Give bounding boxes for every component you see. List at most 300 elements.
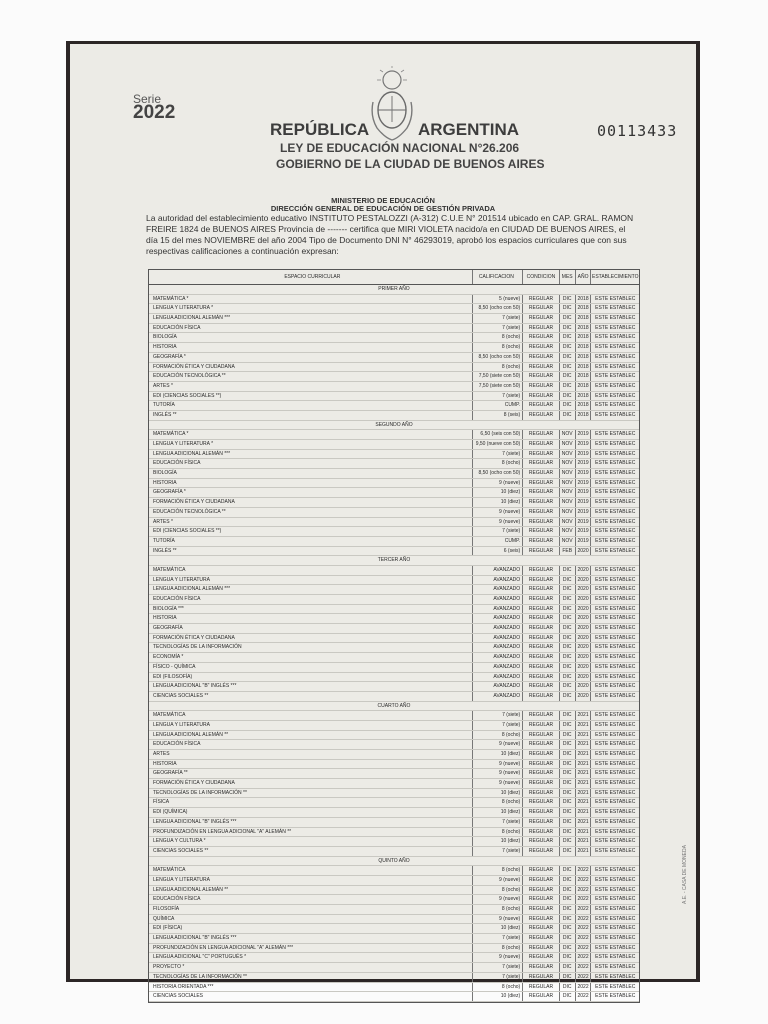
cell-calificacion: 8,50 (ocho con 50) [472,353,523,362]
cell-establecimiento: ESTE ESTABLEC [590,779,639,788]
cell-espacio: HISTORIA [153,344,177,351]
cell-espacio: LENGUA ADICIONAL ALEMÁN *** [153,315,231,322]
cell-establecimiento: ESTE ESTABLEC [590,488,639,497]
cell-calificacion: 9,50 (nueve con 50) [472,440,523,449]
cell-mes: NOV [559,459,575,468]
table-row [149,314,639,324]
ministerio-title: MINISTERIO DE EDUCACIÓN [331,196,435,205]
cell-espacio: GEOGRAFÍA * [153,353,186,360]
cell-espacio: LENGUA Y LITERATURA * [153,441,214,447]
cell-calificacion: AVANZADO [472,566,523,575]
cell-calificacion: 10 (diez) [472,808,523,817]
cell-espacio: QUÍMICA [153,915,175,922]
cell-condicion: REGULAR [522,518,559,527]
table-row [149,798,639,808]
table-row [149,459,639,469]
cell-condicion: REGULAR [522,333,559,342]
cell-condicion: REGULAR [522,508,559,517]
cell-ano: 2020 [575,643,591,652]
cell-ano: 2022 [575,983,591,992]
cell-mes: DIC [559,789,575,798]
cell-calificacion: AVANZADO [472,643,523,652]
cell-establecimiento: ESTE ESTABLEC [590,915,639,924]
cell-establecimiento: ESTE ESTABLEC [590,905,639,914]
cell-condicion: REGULAR [522,905,559,914]
cell-espacio: FORMACIÓN ÉTICA Y CIUDADANA [153,499,235,506]
cell-espacio: PROFUNDIZACIÓN EN LENGUA ADICIONAL "A" ALEMÁN ** [153,828,292,835]
cell-espacio: FÍSICA [153,799,170,806]
cell-ano: 2020 [575,547,591,556]
cell-espacio: CIENCIAS SOCIALES [153,993,204,1000]
table-row [149,527,639,537]
cell-establecimiento: ESTE ESTABLEC [590,634,639,643]
table-row [149,411,639,421]
cell-mes: NOV [559,498,575,507]
cell-ano: 2019 [575,469,591,478]
cell-condicion: REGULAR [522,614,559,623]
cell-condicion: REGULAR [522,653,559,662]
cell-establecimiento: ESTE ESTABLEC [590,760,639,769]
cell-ano: 2018 [575,314,591,323]
cell-mes: DIC [559,566,575,575]
cell-espacio: MATEMÁTICA [153,566,186,573]
cell-calificacion: 8,50 (ocho con 50) [472,304,523,313]
cell-ano: 2021 [575,711,591,720]
table-row [149,537,639,547]
cell-ano: 2020 [575,605,591,614]
cell-espacio: HISTORIA [153,479,177,486]
cell-ano: 2022 [575,944,591,953]
cell-ano: 2022 [575,963,591,972]
table-body [149,285,639,1002]
cell-espacio: FILOSOFÍA [153,906,180,912]
cell-condicion: REGULAR [522,992,559,1001]
cell-establecimiento: ESTE ESTABLEC [590,992,639,1001]
cell-establecimiento: ESTE ESTABLEC [590,537,639,546]
cell-establecimiento: ESTE ESTABLEC [590,479,639,488]
table-row [149,992,639,1002]
cell-condicion: REGULAR [522,401,559,410]
cell-calificacion: AVANZADO [472,692,523,701]
table-row [149,585,639,595]
cell-calificacion: 10 (diez) [472,750,523,759]
cell-establecimiento: ESTE ESTABLEC [590,682,639,691]
cell-establecimiento: ESTE ESTABLEC [590,731,639,740]
cell-espacio: LENGUA ADICIONAL "C" PORTUGUÉS * [153,954,247,961]
cell-condicion: REGULAR [522,459,559,468]
table-row [149,837,639,847]
cell-establecimiento: ESTE ESTABLEC [590,673,639,682]
cell-calificacion: 9 (nueve) [472,518,523,527]
cell-calificacion: AVANZADO [472,576,523,585]
cell-condicion: REGULAR [522,537,559,546]
table-row [149,547,639,557]
cell-establecimiento: ESTE ESTABLEC [590,624,639,633]
cell-condicion: REGULAR [522,547,559,556]
cell-mes: DIC [559,924,575,933]
cell-mes: DIC [559,963,575,972]
republica-title: REPÚBLICA [270,120,370,139]
cell-mes: NOV [559,469,575,478]
cell-condicion: REGULAR [522,818,559,827]
cell-ano: 2020 [575,682,591,691]
cell-mes: NOV [559,518,575,527]
cell-espacio: EDI (QUÍMICA) [153,809,188,816]
cell-calificacion: 7 (siete) [472,450,523,459]
cell-ano: 2019 [575,498,591,507]
table-row [149,953,639,963]
table-row [149,692,639,702]
cell-calificacion: 9 (nueve) [472,915,523,924]
cell-calificacion: 8 (ocho) [472,333,523,342]
cell-calificacion: 9 (nueve) [472,876,523,885]
cell-ano: 2022 [575,924,591,933]
cell-espacio: HISTORIA ORIENTADA *** [153,983,214,990]
cell-ano: 2018 [575,324,591,333]
table-row [149,401,639,411]
cell-calificacion: CUMP. [472,401,523,410]
cell-mes: DIC [559,798,575,807]
cell-calificacion: 9 (nueve) [472,508,523,517]
table-row [149,576,639,586]
cell-ano: 2018 [575,401,591,410]
cell-condicion: REGULAR [522,876,559,885]
cell-espacio: BIOLOGÍA [153,334,177,341]
table-row [149,983,639,993]
cell-calificacion: AVANZADO [472,614,523,623]
cell-establecimiento: ESTE ESTABLEC [590,963,639,972]
cell-calificacion: AVANZADO [472,663,523,672]
cell-establecimiento: ESTE ESTABLEC [590,828,639,837]
cell-calificacion: 9 (nueve) [472,779,523,788]
section-title: QUINTO AÑO [149,857,639,867]
cell-mes: DIC [559,653,575,662]
cell-espacio: EDUCACIÓN TECNOLÓGICA ** [153,373,226,380]
cell-establecimiento: ESTE ESTABLEC [590,740,639,749]
cell-condicion: REGULAR [522,886,559,895]
cell-condicion: REGULAR [522,837,559,846]
printer-note: A.E. - CASA DE MONEDA [682,845,688,904]
cell-establecimiento: ESTE ESTABLEC [590,895,639,904]
cell-condicion: REGULAR [522,944,559,953]
cell-mes: DIC [559,876,575,885]
cell-calificacion: 9 (nueve) [472,760,523,769]
cell-ano: 2018 [575,353,591,362]
cell-ano: 2018 [575,411,591,420]
cell-calificacion: 10 (diez) [472,498,523,507]
cell-mes: DIC [559,915,575,924]
table-row [149,895,639,905]
cell-espacio: INGLÉS ** [153,547,177,554]
cell-establecimiento: ESTE ESTABLEC [590,944,639,953]
cell-establecimiento: ESTE ESTABLEC [590,353,639,362]
table-row [149,886,639,896]
cell-establecimiento: ESTE ESTABLEC [590,450,639,459]
cell-ano: 2020 [575,663,591,672]
table-row [149,353,639,363]
cell-mes: DIC [559,382,575,391]
cell-calificacion: 7 (siete) [472,527,523,536]
cell-calificacion: 7 (siete) [472,711,523,720]
cell-ano: 2021 [575,740,591,749]
cell-espacio: EDUCACIÓN FÍSICA [153,324,201,331]
national-emblem-icon [367,66,417,142]
cell-condicion: REGULAR [522,488,559,497]
cell-mes: NOV [559,430,575,439]
cell-mes: DIC [559,711,575,720]
cell-mes: DIC [559,992,575,1001]
cell-espacio: TUTORÍA [153,537,175,544]
cell-ano: 2021 [575,731,591,740]
cell-calificacion: 5 (nueve) [472,295,523,304]
cell-ano: 2018 [575,372,591,381]
table-row [149,944,639,954]
cell-espacio: LENGUA ADICIONAL "B" INGLÉS *** [153,818,237,825]
serie-year: 2022 [133,102,176,123]
cell-establecimiento: ESTE ESTABLEC [590,595,639,604]
table-row [149,392,639,402]
cell-calificacion: 8 (ocho) [472,343,523,352]
table-row [149,963,639,973]
cell-mes: NOV [559,488,575,497]
cell-condicion: REGULAR [522,731,559,740]
cell-espacio: LENGUA Y LITERATURA * [153,305,214,312]
cell-condicion: REGULAR [522,595,559,604]
serie-label: Serie [133,92,162,106]
table-row [149,343,639,353]
cell-ano: 2018 [575,382,591,391]
cell-mes: NOV [559,440,575,449]
cell-establecimiento: ESTE ESTABLEC [590,401,639,410]
cell-calificacion: 7 (siete) [472,392,523,401]
cell-mes: DIC [559,663,575,672]
cell-mes: DIC [559,731,575,740]
table-row [149,779,639,789]
argentina-title: ARGENTINA [418,120,520,139]
cell-mes: DIC [559,837,575,846]
cell-establecimiento: ESTE ESTABLEC [590,585,639,594]
cell-ano: 2021 [575,760,591,769]
cell-establecimiento: ESTE ESTABLEC [590,576,639,585]
cell-calificacion: 7 (siete) [472,314,523,323]
cell-mes: DIC [559,750,575,759]
cell-condicion: REGULAR [522,566,559,575]
table-row [149,333,639,343]
table-row [149,430,639,440]
cell-calificacion: 8 (ocho) [472,459,523,468]
cell-mes: DIC [559,363,575,372]
cell-mes: DIC [559,634,575,643]
table-row [149,624,639,634]
cell-establecimiento: ESTE ESTABLEC [590,605,639,614]
cell-espacio: HISTORIA [153,615,177,622]
section-title: SEGUNDO AÑO [149,421,639,431]
header-espacio: ESPACIO CURRICULAR [284,274,341,280]
cell-espacio: ARTES * [153,382,173,389]
cell-condicion: REGULAR [522,411,559,420]
cell-establecimiento: ESTE ESTABLEC [590,866,639,875]
cell-condicion: REGULAR [522,363,559,372]
cell-ano: 2021 [575,828,591,837]
cell-calificacion: 6,50 (seis con 50) [472,430,523,439]
cell-calificacion: 7 (siete) [472,934,523,943]
cell-condicion: REGULAR [522,295,559,304]
cell-mes: DIC [559,401,575,410]
cell-establecimiento: ESTE ESTABLEC [590,392,639,401]
table-row [149,498,639,508]
cell-establecimiento: ESTE ESTABLEC [590,547,639,556]
cell-condicion: REGULAR [522,353,559,362]
cell-ano: 2022 [575,876,591,885]
cell-condicion: REGULAR [522,828,559,837]
cell-espacio: GEOGRAFÍA [153,625,183,632]
cell-establecimiento: ESTE ESTABLEC [590,372,639,381]
cell-espacio: LENGUA ADICIONAL "B" INGLÉS *** [153,683,237,690]
table-row [149,673,639,683]
table-row [149,789,639,799]
serial-number: 00113433 [597,122,678,140]
cell-establecimiento: ESTE ESTABLEC [590,363,639,372]
cell-calificacion: AVANZADO [472,585,523,594]
cell-establecimiento: ESTE ESTABLEC [590,566,639,575]
cell-mes: DIC [559,818,575,827]
cell-calificacion: 8 (ocho) [472,828,523,837]
certificate-paper [70,44,696,1000]
cell-calificacion: 7 (siete) [472,818,523,827]
cell-calificacion: 8 (ocho) [472,798,523,807]
cell-calificacion: 9 (nueve) [472,769,523,778]
table-row [149,440,639,450]
cell-condicion: REGULAR [522,789,559,798]
cell-establecimiento: ESTE ESTABLEC [590,498,639,507]
cell-condicion: REGULAR [522,973,559,982]
cell-condicion: REGULAR [522,711,559,720]
cell-mes: DIC [559,411,575,420]
cell-espacio: TECNOLOGÍAS DE LA INFORMACIÓN [153,644,242,651]
cell-ano: 2022 [575,953,591,962]
cell-mes: DIC [559,866,575,875]
cell-establecimiento: ESTE ESTABLEC [590,798,639,807]
cell-condicion: REGULAR [522,769,559,778]
cell-ano: 2020 [575,624,591,633]
cell-establecimiento: ESTE ESTABLEC [590,411,639,420]
cell-ano: 2020 [575,614,591,623]
cell-condicion: REGULAR [522,585,559,594]
cell-mes: NOV [559,508,575,517]
cell-establecimiento: ESTE ESTABLEC [590,983,639,992]
table-row [149,866,639,876]
cell-espacio: EDI (FILOSOFÍA) [153,673,193,680]
cell-espacio: INGLÉS ** [153,411,177,418]
cell-ano: 2022 [575,886,591,895]
cell-mes: DIC [559,808,575,817]
cell-calificacion: 9 (nueve) [472,953,523,962]
cell-espacio: FÍSICO - QUÍMICA [153,663,196,670]
cell-ano: 2018 [575,363,591,372]
cell-calificacion: 8,50 (ocho con 50) [472,469,523,478]
cell-condicion: REGULAR [522,392,559,401]
cell-espacio: LENGUA Y LITERATURA [153,876,210,883]
header-establecimiento: ESTABLECIMIENTO [590,270,639,284]
cell-establecimiento: ESTE ESTABLEC [590,663,639,672]
table-row [149,682,639,692]
cell-establecimiento: ESTE ESTABLEC [590,304,639,313]
cell-establecimiento: ESTE ESTABLEC [590,721,639,730]
cell-espacio: BIOLOGÍA [153,470,177,477]
cell-establecimiento: ESTE ESTABLEC [590,924,639,933]
table-row [149,934,639,944]
cell-mes: NOV [559,450,575,459]
cell-establecimiento: ESTE ESTABLEC [590,343,639,352]
cell-espacio: CIENCIAS SOCIALES ** [153,692,209,699]
cell-condicion: REGULAR [522,576,559,585]
cell-calificacion: AVANZADO [472,682,523,691]
cell-condicion: REGULAR [522,798,559,807]
table-row [149,595,639,605]
cell-ano: 2019 [575,430,591,439]
cell-espacio: EDUCACIÓN FÍSICA [153,596,201,602]
header-ano: AÑO [575,270,591,284]
cell-establecimiento: ESTE ESTABLEC [590,518,639,527]
cell-ano: 2019 [575,518,591,527]
ley-title: LEY DE EDUCACIÓN NACIONAL N°26.206 [280,141,520,155]
cell-espacio: LENGUA ADICIONAL ALEMÁN *** [153,586,231,593]
cell-calificacion: 8 (ocho) [472,905,523,914]
cell-espacio: TECNOLOGÍAS DE LA INFORMACIÓN ** [153,789,247,796]
cell-condicion: REGULAR [522,643,559,652]
cell-mes: DIC [559,585,575,594]
cell-ano: 2021 [575,721,591,730]
cell-mes: DIC [559,740,575,749]
table-row [149,750,639,760]
cell-condicion: REGULAR [522,498,559,507]
cell-condicion: REGULAR [522,983,559,992]
cell-mes: DIC [559,886,575,895]
cell-calificacion: 10 (diez) [472,837,523,846]
cell-espacio: LENGUA ADICIONAL ALEMÁN ** [153,731,229,738]
cell-calificacion: 9 (nueve) [472,740,523,749]
cell-establecimiento: ESTE ESTABLEC [590,527,639,536]
table-row [149,450,639,460]
cell-calificacion: 8 (ocho) [472,886,523,895]
cell-espacio: BIOLOGÍA *** [153,605,184,612]
table-row [149,372,639,382]
grades-table [148,269,640,1003]
cell-ano: 2019 [575,537,591,546]
cell-calificacion: 7 (siete) [472,963,523,972]
cell-ano: 2020 [575,634,591,643]
table-row [149,363,639,373]
cell-espacio: EDUCACIÓN TECNOLÓGICA ** [153,508,226,515]
cell-ano: 2022 [575,915,591,924]
cell-condicion: REGULAR [522,324,559,333]
table-row [149,721,639,731]
table-row [149,915,639,925]
table-row [149,614,639,624]
cell-establecimiento: ESTE ESTABLEC [590,837,639,846]
cell-establecimiento: ESTE ESTABLEC [590,643,639,652]
cell-calificacion: AVANZADO [472,595,523,604]
cell-calificacion: AVANZADO [472,653,523,662]
cell-espacio: MATEMÁTICA * [153,431,189,438]
cell-calificacion: CUMP. [472,537,523,546]
cell-espacio: LENGUA ADICIONAL "B" INGLÉS *** [153,935,237,942]
table-row [149,731,639,741]
cell-mes: DIC [559,905,575,914]
table-row [149,643,639,653]
cell-condicion: REGULAR [522,624,559,633]
cell-establecimiento: ESTE ESTABLEC [590,953,639,962]
